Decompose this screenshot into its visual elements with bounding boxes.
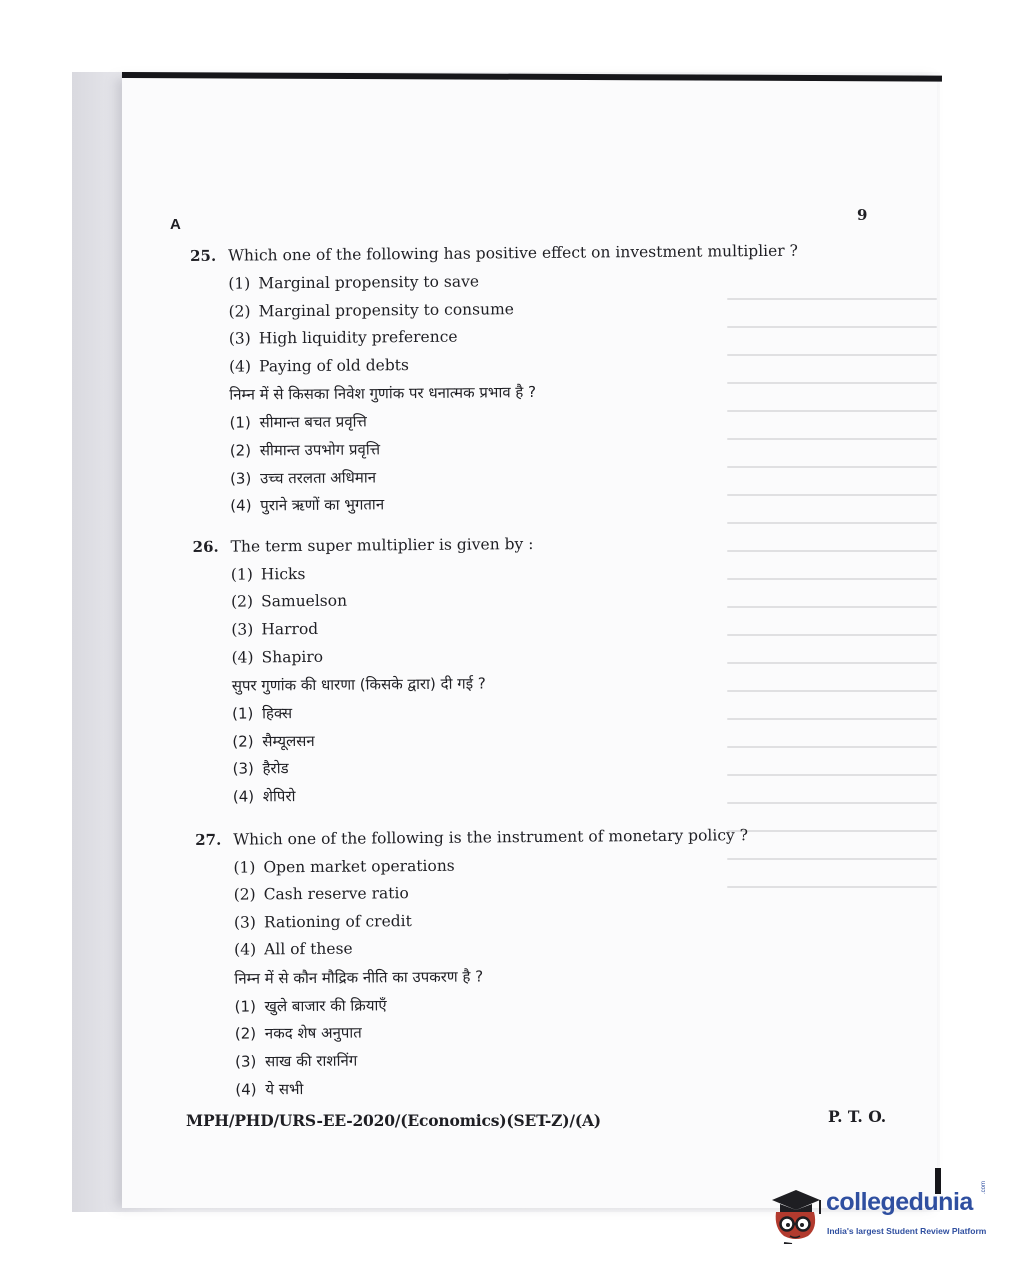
option-text: सैम्यूलसन <box>262 731 315 751</box>
option-text: Rationing of credit <box>263 911 412 932</box>
option-text: साख की राशनिंग <box>265 1051 358 1071</box>
option-number: (2) <box>229 441 252 460</box>
option-number: (3) <box>235 1052 257 1071</box>
collegedunia-watermark <box>766 1180 996 1250</box>
question-text-hindi: निम्न में से कौन मौद्रिक नीति का उपकरण है ? <box>234 967 484 988</box>
option-hindi <box>230 491 832 524</box>
question-text-hindi: सुपर गुणांक की धारणा (किसके द्वारा) दी गई ? <box>231 674 486 695</box>
option-number: (4) <box>234 940 257 959</box>
option-text: High liquidity preference <box>258 327 458 348</box>
option-number: (3) <box>229 469 252 488</box>
pto-label: P. T. O. <box>828 1107 887 1126</box>
option-text: ये सभी <box>265 1079 304 1099</box>
option-text: Shapiro <box>261 647 324 666</box>
option-number: (1) <box>230 565 253 584</box>
option-text: Marginal propensity to save <box>258 272 480 293</box>
option-text: Cash reserve ratio <box>263 884 409 904</box>
option-number: (3) <box>233 913 256 932</box>
question-25 <box>190 241 832 523</box>
option-text: हिक्स <box>261 704 293 723</box>
option-number: (3) <box>231 620 254 639</box>
option-text: Samuelson <box>261 591 348 611</box>
paper-code: MPH/PHD/URS-EE-2020/(Economics)(SET-Z)/(A) <box>186 1111 601 1130</box>
option-number: (2) <box>228 302 251 321</box>
option-number: (4) <box>235 1080 257 1099</box>
option-number: (1) <box>229 413 251 433</box>
option-text: Harrod <box>261 619 319 639</box>
question-text: Which one of the following is the instrument of monetary policy ? <box>233 825 749 849</box>
question-text: The term super multiplier is given by : <box>230 534 534 556</box>
question-27 <box>195 825 837 1107</box>
option-text: Hicks <box>260 564 306 584</box>
question-list <box>190 241 837 1107</box>
option-number: (1) <box>228 274 251 293</box>
question-26 <box>193 532 835 814</box>
option-number: (4) <box>232 787 255 806</box>
option-text: All of these <box>264 939 353 959</box>
option-number: (1) <box>233 857 256 877</box>
question-text: Which one of the following has positive effect on investment multiplier ? <box>227 241 798 265</box>
brand-tagline: India's largest Student Review Platform <box>827 1226 987 1236</box>
option-text: Paying of old debts <box>258 355 409 376</box>
option-text: Marginal propensity to consume <box>258 299 515 320</box>
question-text-hindi: निम्न में से किसका निवेश गुणांक पर धनात्मक प्रभाव है ? <box>229 383 537 405</box>
option-number: (2) <box>231 592 254 611</box>
option-text: शेपिरो <box>262 787 296 806</box>
mascot-logo-icon <box>766 1184 822 1244</box>
option-number: (2) <box>232 732 254 751</box>
question-number: 26. <box>192 537 219 556</box>
option-text: सीमान्त बचत प्रवृत्ति <box>259 412 367 432</box>
option-text: सीमान्त उपभोग प्रवृत्ति <box>259 440 381 460</box>
question-number: 25. <box>190 246 217 265</box>
option-number: (2) <box>234 1024 257 1044</box>
option-number: (3) <box>228 329 251 348</box>
option-number: (4) <box>228 357 252 376</box>
option-text: Open market operations <box>263 856 455 876</box>
option-text: खुले बाजार की क्रियाएँ <box>264 996 387 1016</box>
question-number: 27. <box>195 830 222 849</box>
option-number: (1) <box>231 704 254 723</box>
option-number: (1) <box>234 997 256 1016</box>
option-hindi <box>235 1074 837 1107</box>
option-hindi <box>233 781 835 814</box>
set-letter: A <box>170 216 181 233</box>
option-text: हैरोड <box>262 759 289 778</box>
page-number: 9 <box>857 206 868 224</box>
option-number: (4) <box>230 496 252 515</box>
option-number: (4) <box>231 647 254 667</box>
option-text: नकद शेष अनुपात <box>264 1023 362 1043</box>
option-text: उच्च तरलता अधिमान <box>259 467 377 487</box>
option-number: (2) <box>233 885 256 904</box>
option-text: पुराने ऋणों का भुगतान <box>260 495 385 515</box>
brand-domain: .com <box>981 1180 987 1194</box>
option-number: (3) <box>232 759 254 778</box>
brand-name: collegedunia <box>826 1188 973 1216</box>
